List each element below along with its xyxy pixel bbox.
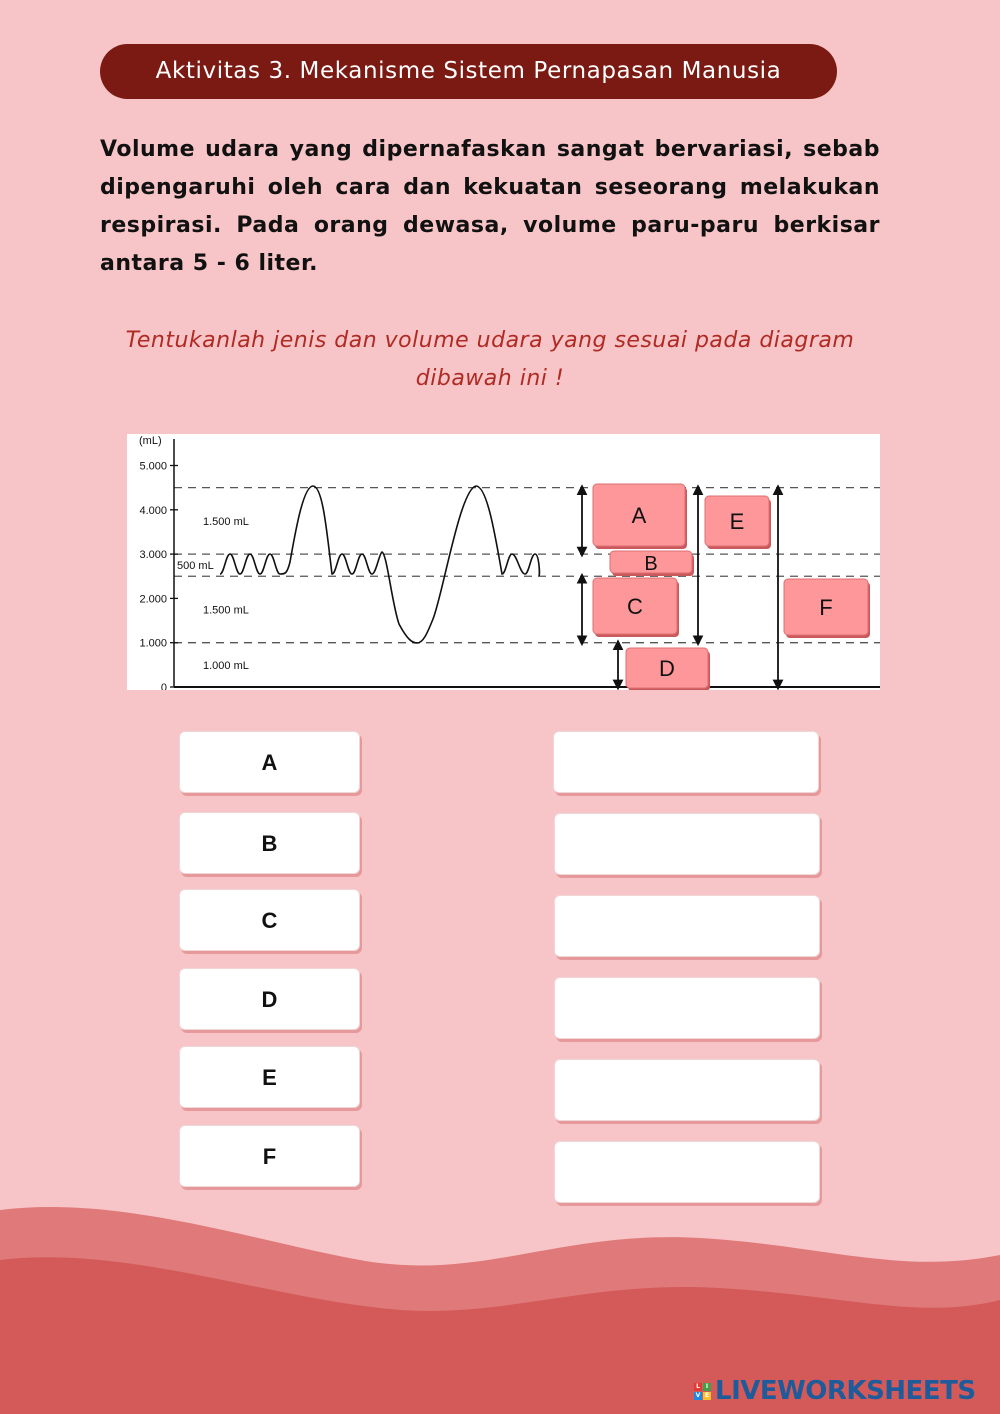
- diagram-box-label-d: D: [659, 656, 675, 681]
- answer-label-d: D: [179, 968, 360, 1030]
- unit-label: (mL): [139, 435, 162, 447]
- answer-input-c[interactable]: [554, 895, 820, 957]
- diagram-box-label-f: F: [819, 595, 833, 620]
- y-tick-label: 1.000: [139, 637, 167, 650]
- answer-label-c: C: [179, 889, 360, 951]
- y-tick-label: 4.000: [139, 504, 167, 517]
- intro-paragraph: Volume udara yang dipernafaskan sangat bervariasi, sebab dipengaruhi oleh cara dan kekuatan seseorang melakukan respirasi. Pada orang dewasa, volume paru-paru berkisar antara 5 - 6 liter.: [100, 137, 880, 276]
- y-tick-label: 3.000: [139, 549, 167, 562]
- answer-label-f: F: [179, 1125, 360, 1187]
- answer-label-e: E: [179, 1046, 360, 1108]
- y-tick-label: 2.000: [139, 593, 167, 606]
- logo-icon: L I V E: [695, 1382, 710, 1399]
- answer-input-f[interactable]: [554, 1141, 820, 1203]
- y-tick-label: 5.000: [139, 460, 167, 473]
- diagram-box-label-a: A: [631, 503, 647, 528]
- y-axis: [139, 435, 880, 690]
- y-tick-label: 0: [160, 682, 167, 690]
- region-label: 1.500 mL: [203, 604, 249, 617]
- logo-text: LIVEWORKSHEETS: [715, 1376, 976, 1406]
- diagram-box-label-b: B: [644, 553, 658, 575]
- answer-input-b[interactable]: [554, 813, 820, 875]
- region-label: 1.000 mL: [203, 659, 249, 672]
- level-lines: [174, 488, 880, 643]
- spirogram-wave: [220, 486, 539, 643]
- answer-label-b: B: [179, 812, 360, 874]
- answer-input-a[interactable]: [553, 731, 819, 793]
- lung-volume-diagram: [127, 434, 880, 690]
- answer-label-a: A: [179, 731, 360, 793]
- activity-title: Aktivitas 3. Mekanisme Sistem Pernapasan Manusia: [100, 44, 837, 99]
- region-label: 1.500 mL: [203, 515, 249, 528]
- answer-input-e[interactable]: [554, 1059, 820, 1121]
- liveworksheets-logo: [694, 1374, 976, 1408]
- answer-input-d[interactable]: [554, 977, 820, 1039]
- instruction-text: Tentukanlah jenis dan volume udara yang sesuai pada diagram dibawah ini !: [125, 328, 855, 391]
- diagram-box-label-c: C: [627, 594, 643, 619]
- region-label: 500 mL: [177, 560, 214, 573]
- diagram-box-label-e: E: [729, 509, 745, 534]
